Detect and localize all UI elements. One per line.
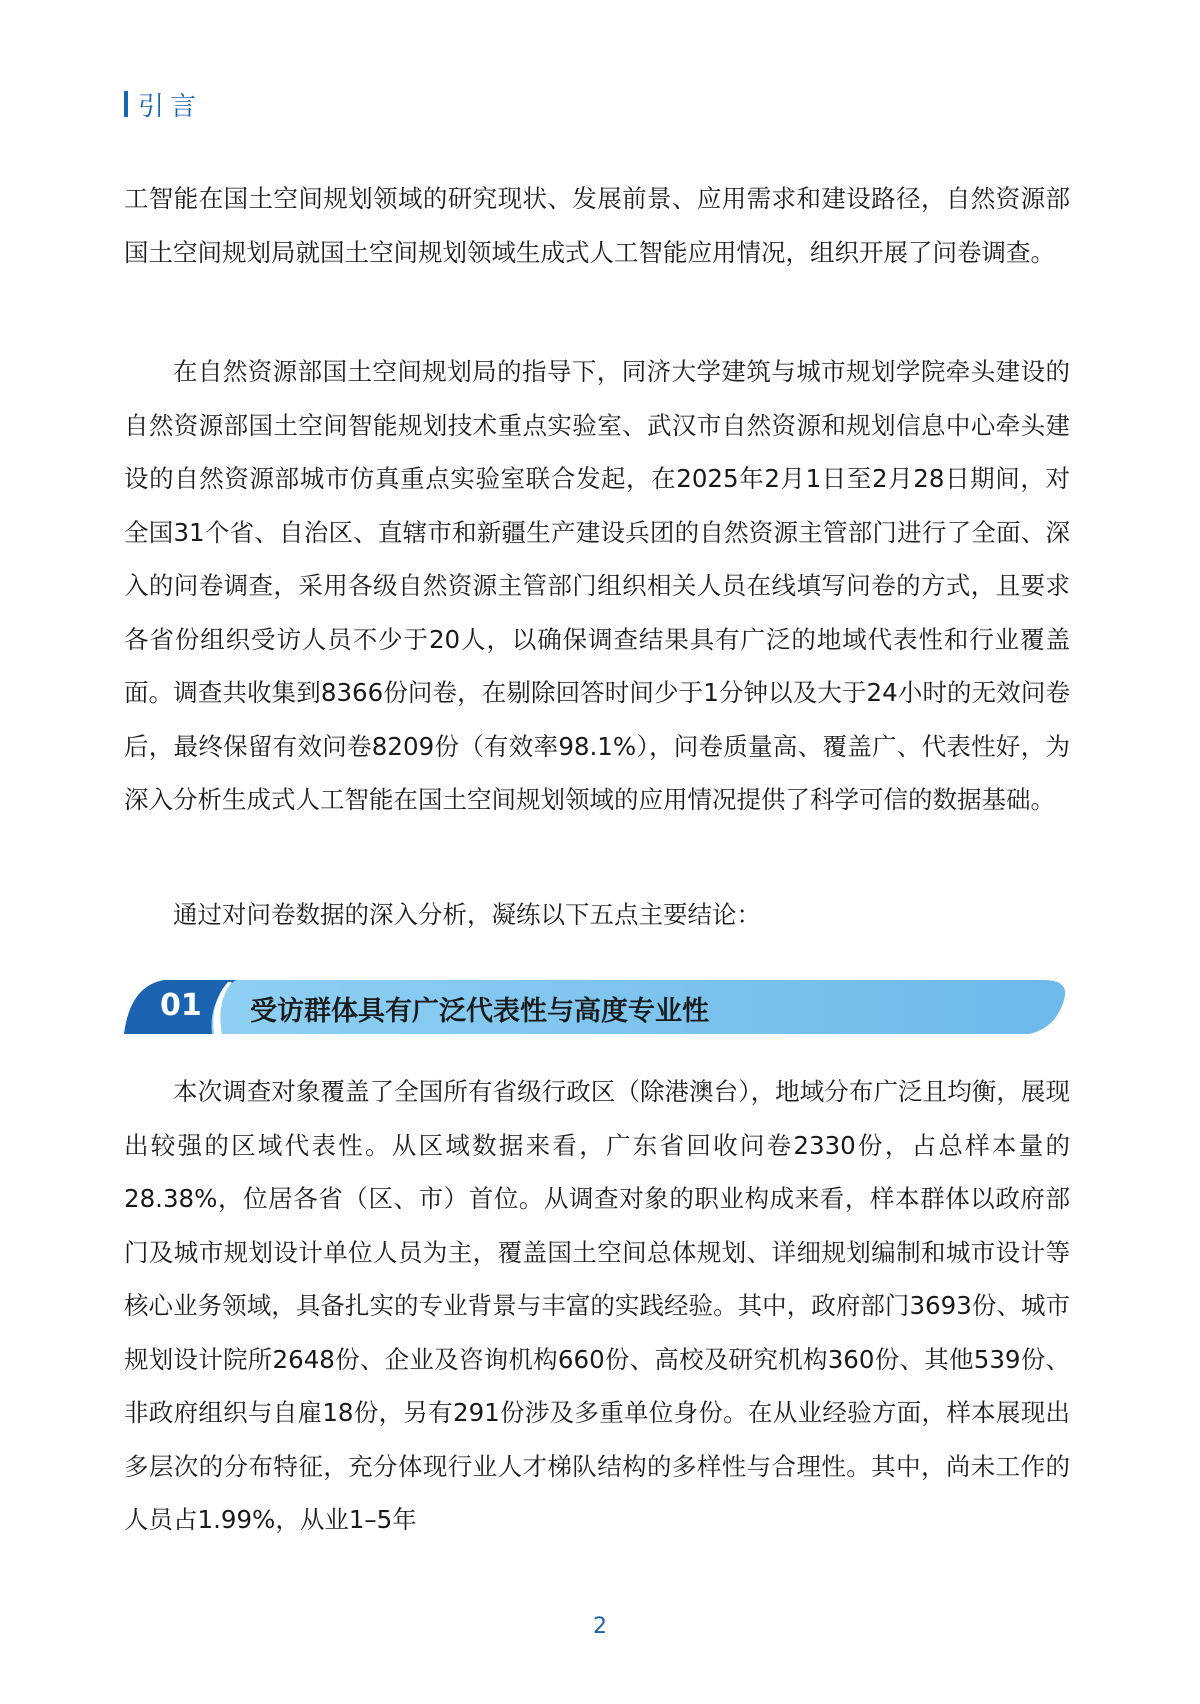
heading-title: 受访群体具有广泛代表性与高度专业性 — [250, 996, 709, 1027]
page-number: 2 — [593, 1614, 607, 1639]
paragraph-block-1 — [124, 172, 1070, 279]
section-header — [124, 86, 202, 122]
paragraph-block-3 — [124, 888, 1070, 942]
body-paragraph: 本次调查对象覆盖了全国所有省级行政区（除港澳台），地域分布广泛且均衡，展现出较强的区域代表性。从区域数据来看，广东省回收问卷2330份，占总样本量的28.38%，位居各省（区、市）首位。从调查对象的职业构成来看，样本群体以政府部门及城市规划设计单位人员为主，覆盖国土空间总体规划、详细规划编制和城市设计等核心业务领域，具备扎实的专业背景与丰富的实践经验。其中，政府部门3693份、城市规划设计院所2648份、企业及咨询机构660份、高校及研究机构360份、其他539份、非政府组织与自雇18份，另有291份涉及多重单位身份。在从业经验方面，样本展现出多层次的分布特征，充分体现行业人才梯队结构的多样性与合理性。其中，尚未工作的人员占1.99%，从业1–5年 — [124, 1077, 1070, 1534]
paragraph-block-4 — [124, 1065, 1070, 1547]
section-header-bar — [124, 91, 128, 117]
heading-number: 01 — [160, 988, 202, 1023]
body-paragraph: 工智能在国土空间规划领域的研究现状、发展前景、应用需求和建设路径，自然资源部国土空间规划局就国土空间规划领域生成式人工智能应用情况，组织开展了问卷调查。 — [124, 184, 1070, 267]
conclusion-heading-banner — [124, 980, 1070, 1034]
section-header-label: 引言 — [138, 91, 203, 122]
body-paragraph: 通过对问卷数据的深入分析，凝练以下五点主要结论： — [173, 900, 761, 929]
body-paragraph: 在自然资源部国土空间规划局的指导下，同济大学建筑与城市规划学院牵头建设的自然资源部国土空间智能规划技术重点实验室、武汉市自然资源和规划信息中心牵头建设的自然资源部城市仿真重点实验室联合发起，在2025年2月1日至2月28日期间，对全国31个省、自治区、直辖市和新疆生产建设兵团的自然资源主管部门进行了全面、深入的问卷调查，采用各级自然资源主管部门组织相关人员在线填写问卷的方式，且要求各省份组织受访人员不少于20人，以确保调查结果具有广泛的地域代表性和行业覆盖面。调查共收集到8366份问卷，在剔除回答时间少于1分钟以及大于24小时的无效问卷后，最终保留有效问卷8209份（有效率98.1%），问卷质量高、覆盖广、代表性好，为深入分析生成式人工智能在国土空间规划领域的应用情况提供了科学可信的数据基础。 — [124, 357, 1070, 814]
paragraph-block-2 — [124, 345, 1070, 827]
